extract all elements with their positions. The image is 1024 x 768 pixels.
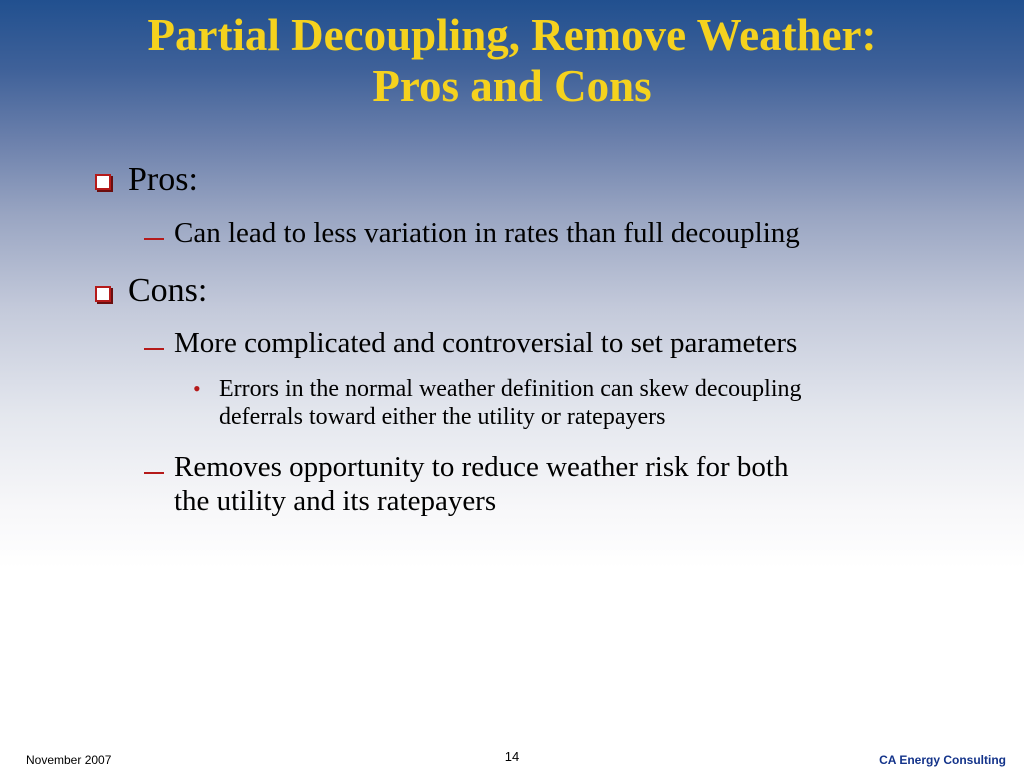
checkbox-bullet-icon — [95, 174, 111, 190]
dash-bullet-icon — [144, 472, 164, 474]
cons-item-1-sub-line-1: Errors in the normal weather definition can skew decoupling — [219, 376, 802, 402]
cons-item-2-line-1: Removes opportunity to reduce weather risk for both — [174, 451, 789, 483]
footer-page-number: 14 — [504, 749, 520, 764]
checkbox-bullet-icon — [95, 286, 111, 302]
cons-item-2-line-2: the utility and its ratepayers — [174, 485, 497, 517]
pros-heading: Pros: — [128, 161, 198, 198]
dash-bullet-icon — [144, 238, 164, 240]
cons-item-1: More complicated and controversial to set parameters — [174, 327, 798, 359]
cons-heading: Cons: — [128, 272, 208, 309]
slide-title-line-2: Pros and Cons — [372, 61, 652, 111]
footer-company: CA Energy Consulting — [879, 753, 1006, 767]
dash-bullet-icon — [144, 348, 164, 350]
cons-item-1-sub-line-2: deferrals toward either the utility or ratepayers — [219, 404, 666, 430]
footer-date: November 2007 — [26, 753, 112, 767]
slide-title-line-1: Partial Decoupling, Remove Weather: — [147, 10, 877, 60]
pros-item: Can lead to less variation in rates than full decoupling — [174, 217, 800, 249]
dot-bullet-icon: • — [193, 376, 201, 401]
